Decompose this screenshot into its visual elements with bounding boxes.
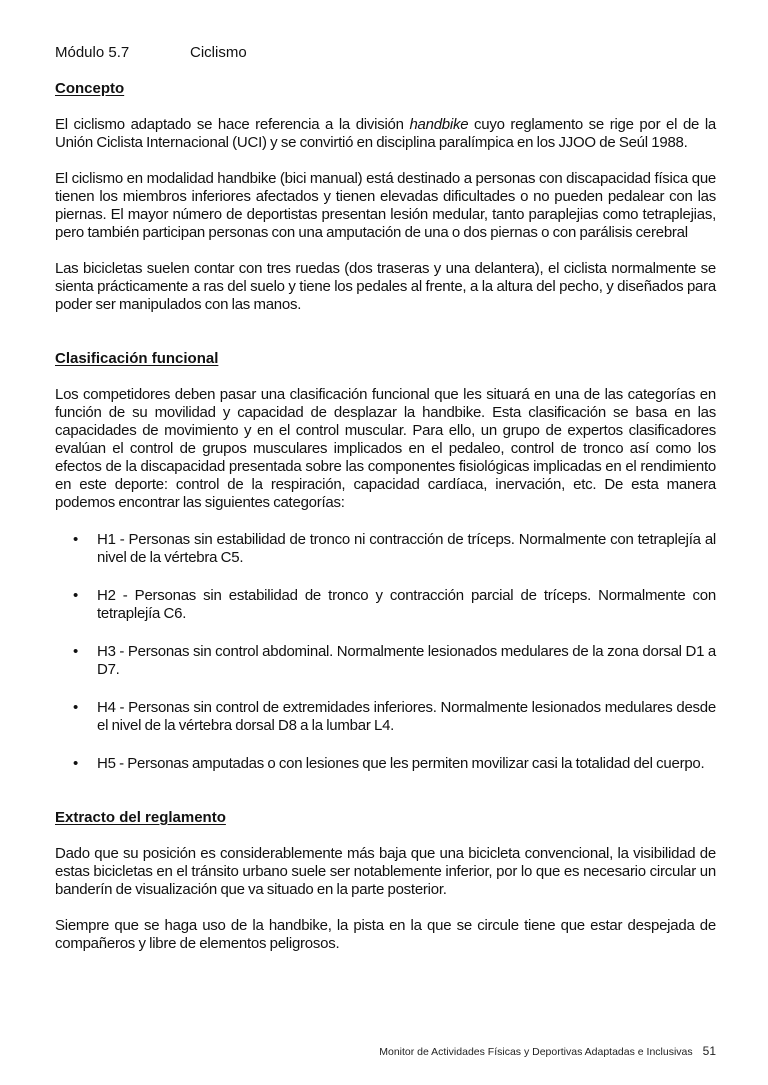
italic-term-handbike: handbike bbox=[409, 116, 469, 133]
spacer bbox=[55, 512, 716, 531]
page-number: 51 bbox=[702, 1044, 716, 1058]
list-item-h2 bbox=[55, 587, 716, 623]
section-title-reglamento: Extracto del reglamento bbox=[55, 809, 226, 826]
spacer bbox=[55, 368, 716, 386]
concepto-paragraph-3: Las bicicletas suelen contar con tres ruedas (dos traseras y una delantera), el ciclista normalmente se sienta prácticamente a ras del suelo y tiene los pedales al frente, a la altura del pecho, y diseñados para poder ser manipulados con las manos. bbox=[55, 260, 716, 313]
reglamento-paragraph-1: Dado que su posición es considerablemente más baja que una bicicleta convencional, la visibilidad de estas bicicletas en el tránsito urbano suele ser notablemente inferior, por lo que es necesario circular un banderín de visualización que va situado en la parte posterior. bbox=[55, 845, 716, 898]
concepto-paragraph-2: El ciclismo en modalidad handbike (bici manual) está destinado a personas con discapacidad física que tienen los miembros inferiores afectados y tienen elevadas dificultades o no pueden pedalear con las piernas. El mayor número de deportistas presentan lesión medular, tanto paraplejias como tetraplejias, pero también participan personas con una amputación de una o dos piernas o con parálisis cerebral bbox=[55, 170, 716, 241]
module-title: Ciclismo bbox=[190, 44, 247, 61]
category-text: H4 - Personas sin control de extremidades inferiores. Normalmente lesionados medulares desde el nivel de la vértebra dorsal D8 a la lumbar L4. bbox=[97, 699, 716, 734]
section-title-clasificacion: Clasificación funcional bbox=[55, 350, 219, 367]
spacer bbox=[55, 314, 716, 350]
spacer bbox=[55, 827, 716, 845]
module-number: Módulo 5.7 bbox=[55, 44, 130, 61]
bullet-icon: • bbox=[73, 531, 79, 548]
category-text: H2 - Personas sin estabilidad de tronco y contracción parcial de tríceps. Normalmente con tetraplejía C6. bbox=[97, 587, 716, 622]
bullet-icon: • bbox=[73, 643, 79, 660]
category-text: H1 - Personas sin estabilidad de tronco ni contracción de tríceps. Normalmente con tetraplejía al nivel de la vértebra C5. bbox=[97, 531, 716, 566]
bullet-icon: • bbox=[73, 587, 79, 604]
spacer bbox=[55, 242, 716, 260]
document-page bbox=[55, 44, 716, 953]
list-item-h4 bbox=[55, 699, 716, 735]
section-title-concepto: Concepto bbox=[55, 80, 125, 97]
bullet-icon: • bbox=[73, 755, 79, 772]
list-item-h5 bbox=[55, 755, 716, 773]
category-text: H3 - Personas sin control abdominal. Normalmente lesionados medulares de la zona dorsal D1 a D7. bbox=[97, 643, 716, 678]
page-footer bbox=[379, 1044, 716, 1059]
spacer bbox=[55, 98, 716, 116]
category-text: H5 - Personas amputadas o con lesiones que les permiten movilizar casi la totalidad del cuerpo. bbox=[97, 755, 705, 772]
spacer bbox=[55, 152, 716, 170]
bullet-icon: • bbox=[73, 699, 79, 716]
reglamento-paragraph-2: Siempre que se haga uso de la handbike, la pista en la que se circule tiene que estar despejada de compañeros y libre de elementos peligrosos. bbox=[55, 917, 716, 952]
module-header bbox=[55, 44, 716, 62]
text-run: El ciclismo adaptado se hace referencia a la división bbox=[55, 116, 410, 133]
spacer bbox=[55, 62, 716, 80]
clasificacion-paragraph-1: Los competidores deben pasar una clasificación funcional que les situará en una de las categorías en función de su movilidad y capacidad de desplazar la handbike. Esta clasificación se basa en las capacidades de movimiento y en el control muscular. Para ello, un grupo de expertos clasificadores evalúan el control de grupos musculares implicados en el pedaleo, control de tronco así como los efectos de la discapacidad presentada sobre las componentes fisiológicas implicadas en el rendimiento en este deporte: control de la respiración, capacidad cardíaca, inervación, etc. De esta manera podemos encontrar las siguientes categorías: bbox=[55, 386, 716, 511]
category-list bbox=[55, 531, 716, 773]
list-item-h1 bbox=[55, 531, 716, 567]
concepto-paragraph-1 bbox=[55, 116, 716, 152]
footer-title: Monitor de Actividades Físicas y Deportivas Adaptadas e Inclusivas bbox=[379, 1046, 693, 1058]
text-run: cuyo reglamento se rige por el de la Unión Ciclista Internacional (UCI) y se convirtió en disciplina paralímpica en los JJOO de Seúl 1988. bbox=[55, 116, 717, 151]
list-item-h3 bbox=[55, 643, 716, 679]
spacer bbox=[55, 899, 716, 917]
spacer bbox=[55, 773, 716, 809]
